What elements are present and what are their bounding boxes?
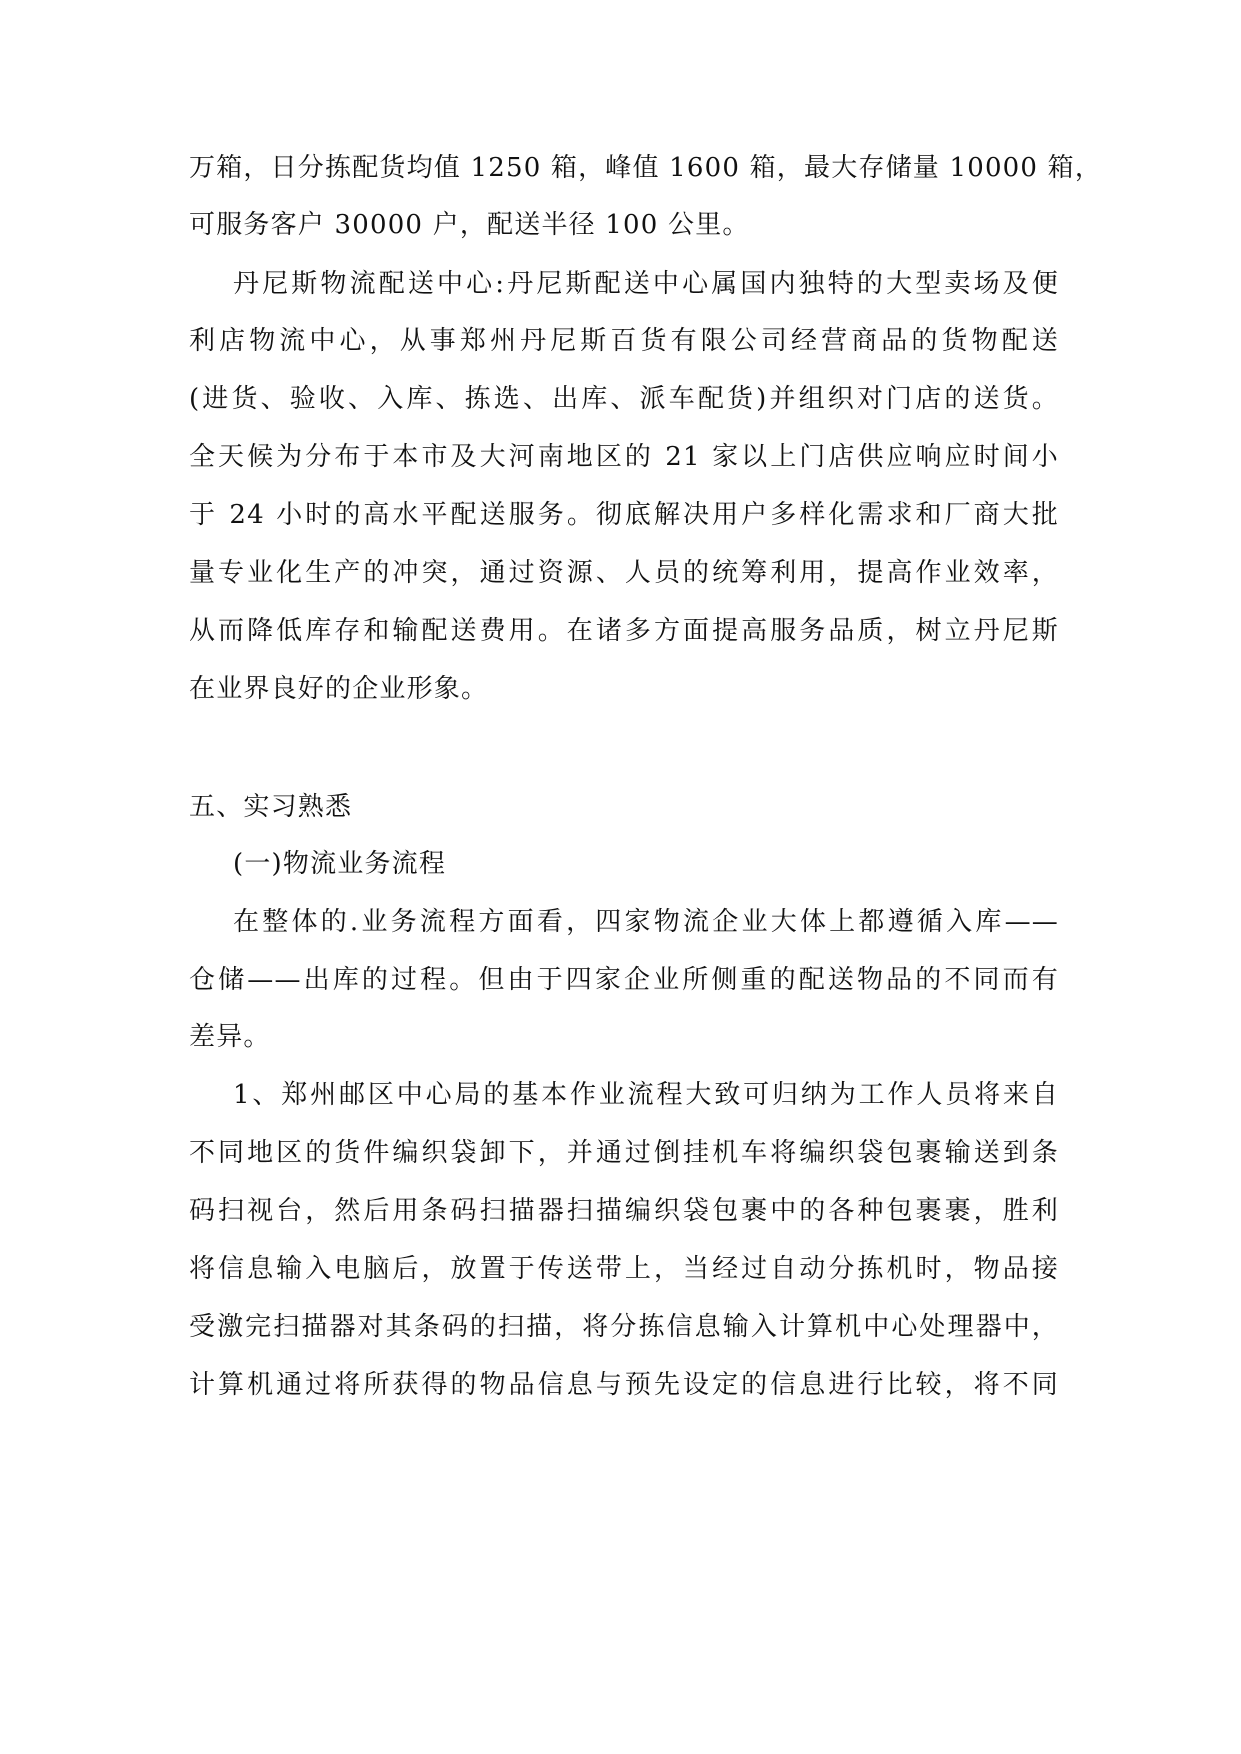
text-line: 于 24 小时的高水平配送服务。彻底解决用户多样化需求和厂商大批 <box>189 500 1059 530</box>
text-line: 在业界良好的企业形象。 <box>189 674 489 704</box>
text-line: 利店物流中心，从事郑州丹尼斯百货有限公司经营商品的货物配送 <box>189 326 1059 356</box>
text-line: 不同地区的货件编织袋卸下，并通过倒挂机车将编织袋包裹输送到条 <box>189 1138 1059 1168</box>
text-line: 差异。 <box>189 1022 271 1052</box>
text-line: 全天候为分布于本市及大河南地区的 21 家以上门店供应响应时间小 <box>189 442 1059 472</box>
text-line: 从而降低库存和输配送费用。在诸多方面提高服务品质，树立丹尼斯 <box>189 616 1059 646</box>
text-line: 将信息输入电脑后，放置于传送带上，当经过自动分拣机时，物品接 <box>189 1254 1059 1284</box>
paragraph-start: 丹尼斯物流配送中心:丹尼斯配送中心属国内独特的大型卖场及便 <box>233 269 1059 299</box>
text-line: 可服务客户 30000 户，配送半径 100 公里。 <box>189 210 750 240</box>
text-line: (进货、验收、入库、拣选、出库、派车配货)并组织对门店的送货。 <box>189 384 1059 414</box>
text-line: 受激完扫描器对其条码的扫描，将分拣信息输入计算机中心处理器中， <box>189 1312 1059 1342</box>
paragraph-start: 1、郑州邮区中心局的基本作业流程大致可归纳为工作人员将来自 <box>233 1080 1059 1110</box>
text-line: 计算机通过将所获得的物品信息与预先设定的信息进行比较，将不同 <box>189 1370 1059 1400</box>
paragraph-start: 在整体的.业务流程方面看，四家物流企业大体上都遵循入库—— <box>233 907 1059 937</box>
text-line: 码扫视台，然后用条码扫描器扫描编织袋包裹中的各种包裹裹，胜利 <box>189 1196 1059 1226</box>
section-heading: 五、实习熟悉 <box>189 792 353 822</box>
text-line: 万箱，日分拣配货均值 1250 箱，峰值 1600 箱，最大存储量 10000 箱， <box>189 153 1103 183</box>
subsection-heading: (一)物流业务流程 <box>233 849 447 879</box>
text-line: 量专业化生产的冲突，通过资源、人员的统筹利用，提高作业效率， <box>189 558 1059 588</box>
text-line: 仓储——出库的过程。但由于四家企业所侧重的配送物品的不同而有 <box>189 965 1059 995</box>
